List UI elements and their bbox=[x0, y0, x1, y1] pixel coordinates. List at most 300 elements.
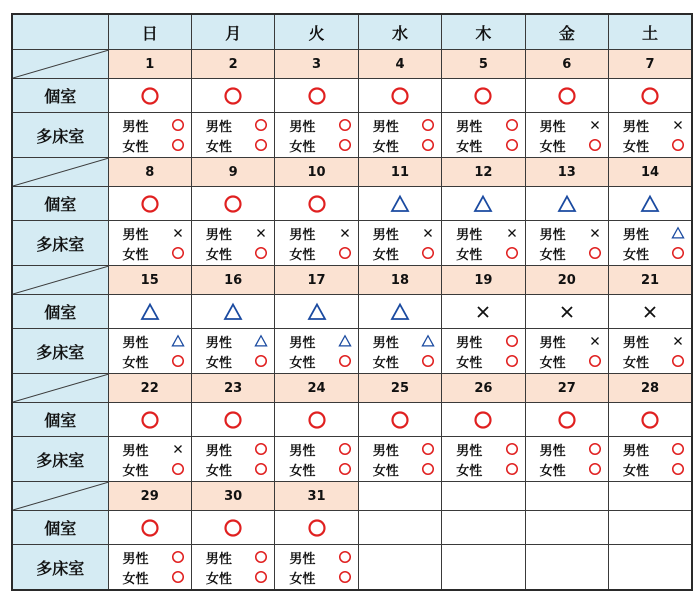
multi-status-cell bbox=[191, 329, 274, 374]
individual-status-cell bbox=[191, 403, 274, 437]
circle-male-icon bbox=[505, 118, 519, 132]
multi-status-cell bbox=[358, 329, 441, 374]
female-line bbox=[275, 135, 357, 155]
multi-bed-room-row bbox=[12, 113, 692, 158]
female-line bbox=[109, 243, 191, 263]
circle-female-icon bbox=[421, 246, 435, 260]
multi-bed-room-label: 多床室 bbox=[12, 221, 108, 266]
date-row bbox=[12, 374, 692, 403]
date-cell: 19 bbox=[442, 266, 525, 295]
circle-male-icon bbox=[505, 334, 519, 348]
male-line bbox=[109, 547, 191, 567]
male-line bbox=[442, 223, 524, 243]
multi-status-cell bbox=[108, 329, 191, 374]
circle-female-icon bbox=[171, 462, 185, 476]
circle-female-icon bbox=[505, 246, 519, 260]
date-cell bbox=[609, 482, 692, 511]
cross-male-icon bbox=[671, 334, 685, 348]
multi-status-cell bbox=[108, 113, 191, 158]
multi-status-cell bbox=[191, 545, 274, 591]
circle-female-icon bbox=[171, 246, 185, 260]
male-label: 男性 bbox=[289, 335, 316, 351]
date-cell: 31 bbox=[275, 482, 358, 511]
circle-status-icon bbox=[640, 410, 660, 430]
circle-female-icon bbox=[171, 354, 185, 368]
multi-status-cell bbox=[525, 113, 608, 158]
circle-female-icon bbox=[421, 354, 435, 368]
circle-male-icon bbox=[338, 442, 352, 456]
individual-status-cell bbox=[275, 511, 358, 545]
individual-status-cell bbox=[442, 511, 525, 545]
date-cell: 13 bbox=[525, 158, 608, 187]
female-line bbox=[192, 135, 274, 155]
male-line bbox=[609, 439, 691, 459]
multi-status-cell bbox=[442, 113, 525, 158]
male-label: 男性 bbox=[539, 119, 566, 135]
multi-status-cell bbox=[191, 437, 274, 482]
multi-bed-room-label: 多床室 bbox=[12, 329, 108, 374]
circle-female-icon bbox=[671, 138, 685, 152]
circle-female-icon bbox=[505, 354, 519, 368]
female-label: 女性 bbox=[456, 463, 483, 479]
male-label: 男性 bbox=[456, 227, 483, 243]
date-cell: 27 bbox=[525, 374, 608, 403]
multi-status-cell bbox=[609, 221, 692, 266]
male-line bbox=[109, 439, 191, 459]
cross-male-icon bbox=[671, 118, 685, 132]
cross-male-icon bbox=[171, 442, 185, 456]
female-label: 女性 bbox=[539, 247, 566, 263]
female-label: 女性 bbox=[372, 139, 399, 155]
male-line bbox=[442, 331, 524, 351]
male-line bbox=[359, 439, 441, 459]
female-line bbox=[192, 243, 274, 263]
male-label: 男性 bbox=[623, 227, 650, 243]
male-label: 男性 bbox=[289, 119, 316, 135]
circle-male-icon bbox=[254, 442, 268, 456]
individual-status-cell bbox=[358, 187, 441, 221]
female-label: 女性 bbox=[289, 463, 316, 479]
female-line bbox=[442, 243, 524, 263]
date-cell: 26 bbox=[442, 374, 525, 403]
individual-status-cell bbox=[275, 403, 358, 437]
individual-status-cell bbox=[108, 295, 191, 329]
cross-status-icon bbox=[473, 302, 493, 322]
weekday-tue: 火 bbox=[275, 14, 358, 50]
cross-male-icon bbox=[254, 226, 268, 240]
male-label: 男性 bbox=[456, 335, 483, 351]
female-label: 女性 bbox=[122, 247, 149, 263]
circle-female-icon bbox=[588, 246, 602, 260]
female-line bbox=[442, 135, 524, 155]
cross-male-icon bbox=[171, 226, 185, 240]
weekday-wed: 水 bbox=[358, 14, 441, 50]
individual-room-label: 個室 bbox=[12, 403, 108, 437]
circle-status-icon bbox=[223, 518, 243, 538]
date-cell: 30 bbox=[191, 482, 274, 511]
female-line bbox=[526, 351, 608, 371]
date-row bbox=[12, 50, 692, 79]
male-line bbox=[526, 223, 608, 243]
circle-status-icon bbox=[140, 194, 160, 214]
date-cell: 20 bbox=[525, 266, 608, 295]
multi-status-cell bbox=[442, 545, 525, 591]
corner-cell bbox=[12, 14, 108, 50]
cross-male-icon bbox=[588, 334, 602, 348]
weekday-mon: 月 bbox=[191, 14, 274, 50]
circle-status-icon bbox=[557, 86, 577, 106]
female-line bbox=[109, 567, 191, 587]
male-line bbox=[192, 115, 274, 135]
individual-status-cell bbox=[525, 295, 608, 329]
date-row bbox=[12, 266, 692, 295]
multi-status-cell bbox=[442, 437, 525, 482]
circle-status-icon bbox=[390, 410, 410, 430]
date-cell: 21 bbox=[609, 266, 692, 295]
circle-status-icon bbox=[140, 518, 160, 538]
multi-bed-room-label: 多床室 bbox=[12, 545, 108, 591]
multi-status-cell bbox=[442, 329, 525, 374]
circle-female-icon bbox=[588, 462, 602, 476]
multi-status-cell bbox=[358, 221, 441, 266]
triangle-male-icon bbox=[421, 334, 435, 348]
female-line bbox=[526, 243, 608, 263]
circle-female-icon bbox=[254, 246, 268, 260]
individual-room-row bbox=[12, 79, 692, 113]
individual-status-cell bbox=[358, 295, 441, 329]
cross-male-icon bbox=[505, 226, 519, 240]
multi-status-cell bbox=[609, 545, 692, 591]
individual-status-cell bbox=[275, 187, 358, 221]
circle-female-icon bbox=[671, 354, 685, 368]
female-label: 女性 bbox=[539, 463, 566, 479]
date-cell: 3 bbox=[275, 50, 358, 79]
circle-female-icon bbox=[338, 462, 352, 476]
date-cell bbox=[525, 482, 608, 511]
date-cell: 22 bbox=[108, 374, 191, 403]
female-line bbox=[442, 351, 524, 371]
cross-status-icon bbox=[557, 302, 577, 322]
circle-status-icon bbox=[140, 86, 160, 106]
circle-female-icon bbox=[338, 570, 352, 584]
circle-female-icon bbox=[338, 138, 352, 152]
individual-room-label: 個室 bbox=[12, 295, 108, 329]
individual-room-label: 個室 bbox=[12, 79, 108, 113]
male-line bbox=[609, 115, 691, 135]
male-line bbox=[442, 115, 524, 135]
female-label: 女性 bbox=[539, 139, 566, 155]
male-label: 男性 bbox=[623, 119, 650, 135]
multi-status-cell bbox=[108, 437, 191, 482]
male-label: 男性 bbox=[205, 443, 232, 459]
weekday-thu: 木 bbox=[442, 14, 525, 50]
circle-female-icon bbox=[588, 354, 602, 368]
male-line bbox=[275, 115, 357, 135]
female-line bbox=[359, 135, 441, 155]
date-cell bbox=[358, 482, 441, 511]
circle-male-icon bbox=[338, 118, 352, 132]
female-line bbox=[609, 459, 691, 479]
date-row bbox=[12, 482, 692, 511]
circle-male-icon bbox=[254, 118, 268, 132]
male-label: 男性 bbox=[122, 443, 149, 459]
male-label: 男性 bbox=[372, 227, 399, 243]
female-line bbox=[359, 459, 441, 479]
male-label: 男性 bbox=[539, 227, 566, 243]
circle-female-icon bbox=[505, 138, 519, 152]
multi-status-cell bbox=[275, 437, 358, 482]
triangle-status-icon bbox=[473, 194, 493, 214]
date-cell: 10 bbox=[275, 158, 358, 187]
female-label: 女性 bbox=[289, 571, 316, 587]
female-line bbox=[275, 567, 357, 587]
triangle-status-icon bbox=[390, 194, 410, 214]
male-label: 男性 bbox=[205, 227, 232, 243]
male-line bbox=[359, 331, 441, 351]
circle-female-icon bbox=[671, 246, 685, 260]
calendar-body bbox=[12, 50, 692, 591]
female-label: 女性 bbox=[205, 571, 232, 587]
date-cell: 7 bbox=[609, 50, 692, 79]
male-label: 男性 bbox=[372, 335, 399, 351]
multi-status-cell bbox=[525, 545, 608, 591]
individual-status-cell bbox=[609, 511, 692, 545]
individual-status-cell bbox=[358, 79, 441, 113]
circle-female-icon bbox=[505, 462, 519, 476]
circle-status-icon bbox=[307, 410, 327, 430]
individual-room-row bbox=[12, 511, 692, 545]
weekday-fri: 金 bbox=[525, 14, 608, 50]
male-label: 男性 bbox=[122, 335, 149, 351]
individual-room-row bbox=[12, 403, 692, 437]
multi-status-cell bbox=[358, 437, 441, 482]
triangle-status-icon bbox=[640, 194, 660, 214]
date-cell: 17 bbox=[275, 266, 358, 295]
individual-status-cell bbox=[442, 403, 525, 437]
individual-status-cell bbox=[442, 187, 525, 221]
male-label: 男性 bbox=[456, 119, 483, 135]
female-line bbox=[526, 135, 608, 155]
female-label: 女性 bbox=[205, 463, 232, 479]
circle-status-icon bbox=[223, 86, 243, 106]
individual-status-cell bbox=[191, 295, 274, 329]
female-line bbox=[609, 135, 691, 155]
individual-status-cell bbox=[275, 79, 358, 113]
female-label: 女性 bbox=[456, 355, 483, 371]
date-cell: 9 bbox=[191, 158, 274, 187]
circle-male-icon bbox=[505, 442, 519, 456]
female-label: 女性 bbox=[372, 463, 399, 479]
circle-male-icon bbox=[254, 550, 268, 564]
weekday-header-row bbox=[12, 14, 692, 50]
circle-male-icon bbox=[171, 550, 185, 564]
individual-room-label: 個室 bbox=[12, 511, 108, 545]
circle-male-icon bbox=[421, 442, 435, 456]
multi-status-cell bbox=[525, 329, 608, 374]
multi-status-cell bbox=[609, 329, 692, 374]
male-label: 男性 bbox=[122, 227, 149, 243]
triangle-male-icon bbox=[671, 226, 685, 240]
individual-status-cell bbox=[609, 295, 692, 329]
circle-status-icon bbox=[307, 86, 327, 106]
female-label: 女性 bbox=[122, 139, 149, 155]
diagonal-corner-cell bbox=[12, 158, 108, 187]
male-label: 男性 bbox=[289, 443, 316, 459]
multi-status-cell bbox=[609, 437, 692, 482]
date-cell: 15 bbox=[108, 266, 191, 295]
male-line bbox=[359, 223, 441, 243]
date-cell: 11 bbox=[358, 158, 441, 187]
multi-status-cell bbox=[108, 221, 191, 266]
female-label: 女性 bbox=[456, 247, 483, 263]
circle-female-icon bbox=[338, 354, 352, 368]
male-line bbox=[359, 115, 441, 135]
cross-male-icon bbox=[588, 118, 602, 132]
male-label: 男性 bbox=[205, 551, 232, 567]
male-label: 男性 bbox=[289, 227, 316, 243]
individual-status-cell bbox=[108, 403, 191, 437]
date-cell: 4 bbox=[358, 50, 441, 79]
female-line bbox=[275, 351, 357, 371]
circle-status-icon bbox=[307, 518, 327, 538]
circle-female-icon bbox=[171, 138, 185, 152]
date-cell: 2 bbox=[191, 50, 274, 79]
individual-status-cell bbox=[191, 79, 274, 113]
individual-status-cell bbox=[191, 511, 274, 545]
circle-status-icon bbox=[223, 194, 243, 214]
date-cell: 29 bbox=[108, 482, 191, 511]
female-label: 女性 bbox=[372, 355, 399, 371]
weekday-sat: 土 bbox=[609, 14, 692, 50]
circle-female-icon bbox=[254, 138, 268, 152]
female-label: 女性 bbox=[623, 463, 650, 479]
individual-status-cell bbox=[442, 295, 525, 329]
female-line bbox=[109, 459, 191, 479]
male-line bbox=[609, 223, 691, 243]
date-cell: 6 bbox=[525, 50, 608, 79]
multi-bed-room-row bbox=[12, 221, 692, 266]
male-line bbox=[192, 439, 274, 459]
circle-status-icon bbox=[640, 86, 660, 106]
circle-female-icon bbox=[171, 570, 185, 584]
weekday-sun: 日 bbox=[108, 14, 191, 50]
cross-male-icon bbox=[588, 226, 602, 240]
multi-bed-room-label: 多床室 bbox=[12, 437, 108, 482]
circle-female-icon bbox=[254, 354, 268, 368]
male-label: 男性 bbox=[372, 443, 399, 459]
individual-status-cell bbox=[275, 295, 358, 329]
male-label: 男性 bbox=[623, 443, 650, 459]
male-label: 男性 bbox=[289, 551, 316, 567]
female-line bbox=[609, 243, 691, 263]
male-label: 男性 bbox=[205, 119, 232, 135]
male-line bbox=[442, 439, 524, 459]
cross-status-icon bbox=[640, 302, 660, 322]
circle-female-icon bbox=[588, 138, 602, 152]
individual-status-cell bbox=[525, 79, 608, 113]
male-line bbox=[109, 331, 191, 351]
date-cell: 12 bbox=[442, 158, 525, 187]
male-line bbox=[109, 115, 191, 135]
female-label: 女性 bbox=[205, 247, 232, 263]
cross-male-icon bbox=[421, 226, 435, 240]
date-cell: 18 bbox=[358, 266, 441, 295]
date-cell bbox=[442, 482, 525, 511]
multi-status-cell bbox=[609, 113, 692, 158]
male-label: 男性 bbox=[122, 119, 149, 135]
multi-status-cell bbox=[108, 545, 191, 591]
multi-status-cell bbox=[275, 329, 358, 374]
male-line bbox=[609, 331, 691, 351]
triangle-male-icon bbox=[338, 334, 352, 348]
multi-bed-room-row bbox=[12, 329, 692, 374]
circle-female-icon bbox=[254, 570, 268, 584]
availability-calendar bbox=[11, 13, 693, 591]
female-label: 女性 bbox=[205, 355, 232, 371]
male-line bbox=[109, 223, 191, 243]
female-line bbox=[359, 351, 441, 371]
individual-room-row bbox=[12, 187, 692, 221]
date-cell: 16 bbox=[191, 266, 274, 295]
circle-male-icon bbox=[588, 442, 602, 456]
male-label: 男性 bbox=[456, 443, 483, 459]
date-cell: 25 bbox=[358, 374, 441, 403]
male-line bbox=[275, 547, 357, 567]
multi-status-cell bbox=[191, 221, 274, 266]
female-label: 女性 bbox=[205, 139, 232, 155]
date-cell: 23 bbox=[191, 374, 274, 403]
male-label: 男性 bbox=[122, 551, 149, 567]
circle-female-icon bbox=[254, 462, 268, 476]
circle-status-icon bbox=[390, 86, 410, 106]
female-line bbox=[192, 459, 274, 479]
diagonal-corner-cell bbox=[12, 374, 108, 403]
female-line bbox=[192, 351, 274, 371]
circle-female-icon bbox=[421, 138, 435, 152]
female-line bbox=[609, 351, 691, 371]
triangle-status-icon bbox=[140, 302, 160, 322]
male-line bbox=[275, 439, 357, 459]
multi-bed-room-row bbox=[12, 437, 692, 482]
female-line bbox=[275, 459, 357, 479]
multi-status-cell bbox=[442, 221, 525, 266]
individual-room-row bbox=[12, 295, 692, 329]
triangle-male-icon bbox=[171, 334, 185, 348]
multi-status-cell bbox=[191, 113, 274, 158]
male-label: 男性 bbox=[539, 335, 566, 351]
circle-male-icon bbox=[671, 442, 685, 456]
triangle-male-icon bbox=[254, 334, 268, 348]
circle-status-icon bbox=[140, 410, 160, 430]
triangle-status-icon bbox=[223, 302, 243, 322]
male-label: 男性 bbox=[539, 443, 566, 459]
diagonal-corner-cell bbox=[12, 266, 108, 295]
female-label: 女性 bbox=[289, 139, 316, 155]
diagonal-corner-cell bbox=[12, 482, 108, 511]
male-line bbox=[192, 547, 274, 567]
female-label: 女性 bbox=[289, 247, 316, 263]
circle-female-icon bbox=[421, 462, 435, 476]
individual-status-cell bbox=[609, 187, 692, 221]
multi-status-cell bbox=[275, 113, 358, 158]
date-cell: 24 bbox=[275, 374, 358, 403]
female-line bbox=[526, 459, 608, 479]
female-label: 女性 bbox=[122, 571, 149, 587]
date-cell: 8 bbox=[108, 158, 191, 187]
individual-status-cell bbox=[108, 79, 191, 113]
individual-status-cell bbox=[525, 403, 608, 437]
male-line bbox=[526, 115, 608, 135]
